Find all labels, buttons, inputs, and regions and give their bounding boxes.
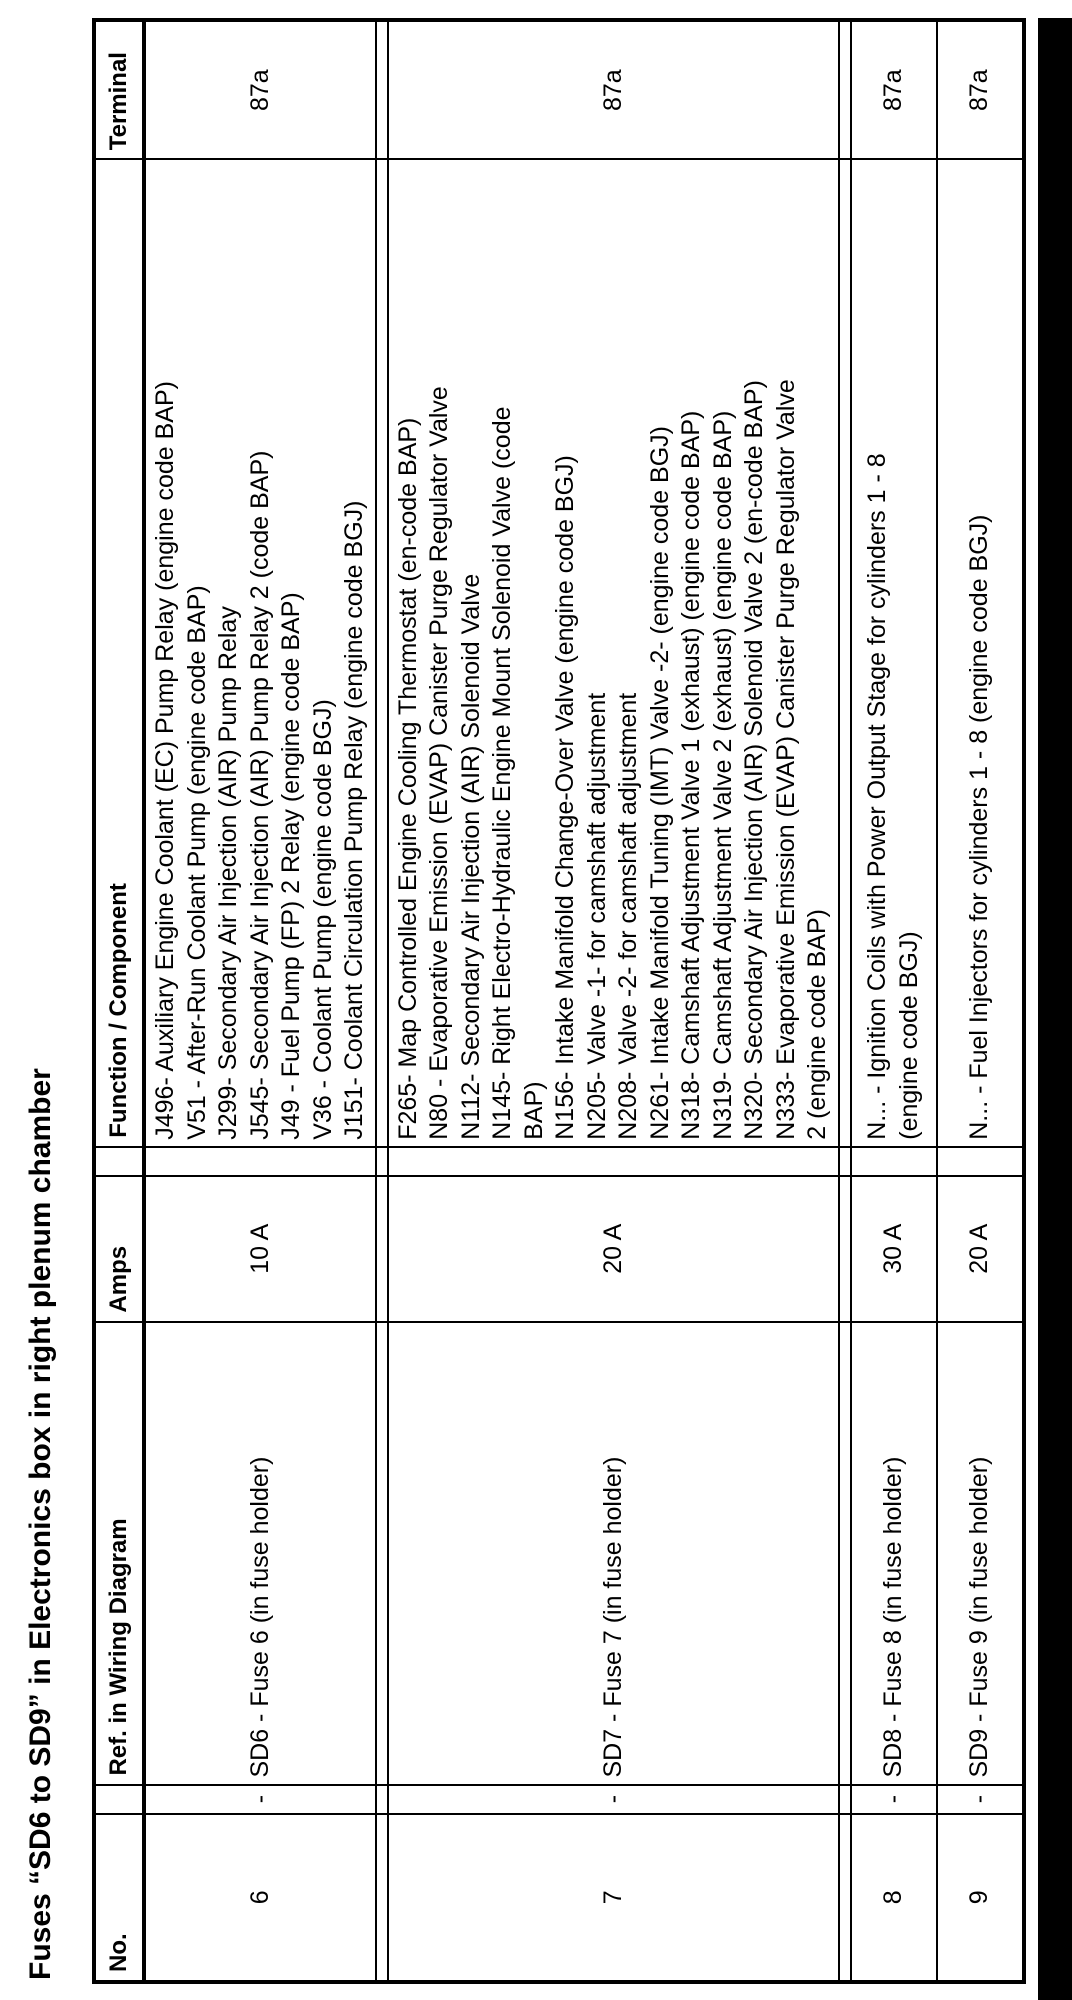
cell-amps: 30 A [851, 1176, 937, 1322]
column-header-terminal: Terminal [94, 20, 144, 159]
component-line: BAP) [519, 1081, 548, 1140]
component-line: N261- Intake Manifold Tuning (IMT) Valve -2- (engine code BGJ) [645, 426, 674, 1140]
component-line: N... - Ignition Coils with Power Output Stage for cylinders 1 - 8 [863, 453, 891, 1140]
column-header-spacer [94, 1147, 144, 1176]
cell-spacer [937, 1147, 1024, 1176]
cell-dash: - [937, 1785, 1024, 1814]
column-header-spacer [94, 1785, 144, 1814]
page-title: Fuses “SD6 to SD9” in Electronics box in right plenum chamber [24, 1068, 57, 1980]
cell-no: 6 [144, 1814, 376, 1982]
cell-amps: 20 A [388, 1176, 839, 1322]
component-line: N112- Secondary Air Injection (AIR) Solenoid Valve [456, 573, 485, 1140]
cell-amps: 20 A [937, 1176, 1024, 1322]
cell-ref: SD8 - Fuse 8 (in fuse holder) [851, 1322, 937, 1785]
table-row-fuse-7 [388, 20, 839, 1982]
column-header-ref: Ref. in Wiring Diagram [94, 1322, 144, 1785]
cell-function [388, 159, 839, 1146]
cell-dash: - [851, 1785, 937, 1814]
component-line: F265- Map Controlled Engine Cooling Thermostat (en-code BAP) [393, 417, 422, 1140]
component-line: J49 - Fuel Pump (FP) 2 Relay (engine code BAP) [277, 592, 305, 1140]
cell-function [144, 159, 376, 1146]
cell-spacer [388, 1147, 839, 1176]
column-header-no: No. [94, 1814, 144, 1982]
cell-no: 9 [937, 1814, 1024, 1982]
cell-terminal: 87a [144, 20, 376, 159]
cell-dash: - [388, 1785, 839, 1814]
component-line: J151- Coolant Circulation Pump Relay (engine code BGJ) [340, 500, 368, 1140]
column-header-amps: Amps [94, 1176, 144, 1322]
cell-ref: SD7 - Fuse 7 (in fuse holder) [388, 1322, 839, 1785]
column-header-function: Function / Component [94, 159, 144, 1146]
cell-ref: SD6 - Fuse 6 (in fuse holder) [144, 1322, 376, 1785]
component-line: V51 - After-Run Coolant Pump (engine code BAP) [182, 585, 211, 1140]
component-line: N145- Right Electro-Hydraulic Engine Mount Solenoid Valve (code [488, 406, 516, 1140]
component-line: N208- Valve -2- for camshaft adjustment [614, 692, 642, 1140]
component-line: N156- Intake Manifold Change-Over Valve (engine code BGJ) [551, 455, 579, 1140]
cell-amps: 10 A [144, 1176, 376, 1322]
component-line: N320- Secondary Air Injection (AIR) Solenoid Valve 2 (en-code BAP) [740, 380, 768, 1140]
component-line: N205- Valve -1- for camshaft adjustment [582, 692, 611, 1140]
cell-spacer [144, 1147, 376, 1176]
component-line: N... - Fuel Injectors for cylinders 1 - 8 (engine code BGJ) [964, 514, 993, 1140]
component-line: V36 - Coolant Pump (engine code BGJ) [308, 699, 337, 1140]
cell-dash: - [144, 1785, 376, 1814]
component-line: J545- Secondary Air Injection (AIR) Pump Relay 2 (code BAP) [245, 450, 274, 1140]
cell-terminal: 87a [851, 20, 937, 159]
table-row-fuse-9 [937, 20, 1024, 1982]
cell-no: 7 [388, 1814, 839, 1982]
page-edge-bar [1038, 18, 1072, 2000]
component-line: J496- Auxiliary Engine Coolant (EC) Pump Relay (engine code BAP) [151, 381, 179, 1140]
cell-ref: SD9 - Fuse 9 (in fuse holder) [937, 1322, 1024, 1785]
fuse-table [92, 18, 1026, 1984]
component-line: (engine code BGJ) [894, 931, 923, 1140]
component-line: J299- Secondary Air Injection (AIR) Pump Relay [214, 606, 242, 1140]
cell-spacer [851, 1147, 937, 1176]
table-header-row [94, 20, 144, 1982]
row-separator [839, 20, 851, 1982]
cell-function [851, 159, 937, 1146]
cell-function [937, 159, 1024, 1146]
cell-terminal: 87a [937, 20, 1024, 159]
table-row-fuse-6 [144, 20, 376, 1982]
component-line: N80 - Evaporative Emission (EVAP) Canister Purge Regulator Valve [425, 386, 453, 1140]
cell-no: 8 [851, 1814, 937, 1982]
cell-terminal: 87a [388, 20, 839, 159]
component-line: N319- Camshaft Adjustment Valve 2 (exhaust) (engine code BAP) [708, 410, 737, 1140]
component-line: N333- Evaporative Emission (EVAP) Canister Purge Regulator Valve [771, 379, 800, 1140]
table-row-fuse-8 [851, 20, 937, 1982]
component-line: 2 (engine code BAP) [803, 909, 831, 1140]
row-separator [376, 20, 388, 1982]
component-line: N318- Camshaft Adjustment Valve 1 (exhaust) (engine code BAP) [677, 410, 705, 1140]
